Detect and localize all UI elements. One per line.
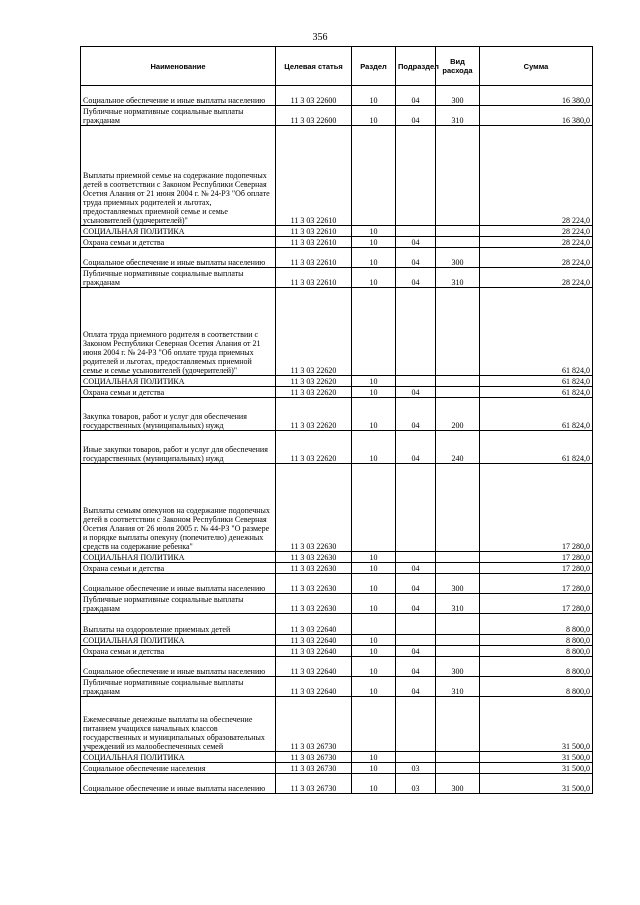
cell-name: СОЦИАЛЬНАЯ ПОЛИТИКА	[81, 376, 276, 387]
table-row	[81, 614, 593, 635]
cell-type	[436, 464, 480, 552]
table-row	[81, 697, 593, 752]
cell-type	[436, 126, 480, 226]
cell-code: 11 3 03 22600	[276, 106, 352, 126]
cell-section: 10	[352, 398, 396, 431]
cell-name: Публичные нормативные социальные выплаты гражданам	[81, 594, 276, 614]
cell-code: 11 3 03 22610	[276, 126, 352, 226]
cell-section	[352, 614, 396, 635]
cell-name: Публичные нормативные социальные выплаты гражданам	[81, 677, 276, 697]
cell-name: Охрана семьи и детства	[81, 237, 276, 248]
cell-sum: 16 380,0	[480, 106, 593, 126]
cell-name: Охрана семьи и детства	[81, 563, 276, 574]
cell-section: 10	[352, 574, 396, 594]
cell-code: 11 3 03 22620	[276, 387, 352, 398]
cell-subsection: 03	[396, 774, 436, 794]
cell-code: 11 3 03 22610	[276, 248, 352, 268]
cell-code: 11 3 03 22630	[276, 594, 352, 614]
cell-sum: 8 800,0	[480, 646, 593, 657]
cell-sum: 8 800,0	[480, 635, 593, 646]
cell-section: 10	[352, 752, 396, 763]
cell-section: 10	[352, 86, 396, 106]
cell-sum: 31 500,0	[480, 763, 593, 774]
col-header-sum: Сумма	[480, 47, 593, 86]
cell-section: 10	[352, 226, 396, 237]
cell-subsection: 04	[396, 431, 436, 464]
cell-section: 10	[352, 635, 396, 646]
col-header-type: Вид расхода	[436, 47, 480, 86]
cell-sum: 28 224,0	[480, 237, 593, 248]
table-row	[81, 677, 593, 697]
cell-section: 10	[352, 387, 396, 398]
cell-sum: 61 824,0	[480, 387, 593, 398]
cell-type	[436, 376, 480, 387]
cell-section: 10	[352, 431, 396, 464]
cell-section	[352, 288, 396, 376]
cell-code: 11 3 03 22620	[276, 431, 352, 464]
table-row	[81, 248, 593, 268]
col-header-section: Раздел	[352, 47, 396, 86]
cell-subsection: 04	[396, 248, 436, 268]
cell-sum: 17 280,0	[480, 574, 593, 594]
cell-name: СОЦИАЛЬНАЯ ПОЛИТИКА	[81, 226, 276, 237]
cell-type: 300	[436, 657, 480, 677]
cell-subsection: 04	[396, 237, 436, 248]
cell-name: Закупка товаров, работ и услуг для обеспечения государственных (муниципальных) нужд	[81, 398, 276, 431]
cell-type	[436, 387, 480, 398]
cell-name: Выплаты приемной семье на содержание подопечных детей в соответствии с Законом Республики Северная Осетия Алания от 21 июня 2004 г. № 24-РЗ "Об оплате труда приемных родителей и льготах, предоставляемых приемной семье и семье усыновителей (удочерителей)"	[81, 126, 276, 226]
cell-section: 10	[352, 248, 396, 268]
table-body	[81, 86, 593, 794]
cell-type: 300	[436, 574, 480, 594]
cell-section	[352, 697, 396, 752]
cell-type	[436, 552, 480, 563]
cell-subsection	[396, 226, 436, 237]
cell-type: 310	[436, 106, 480, 126]
cell-subsection: 04	[396, 86, 436, 106]
cell-name: Охрана семьи и детства	[81, 646, 276, 657]
cell-subsection	[396, 126, 436, 226]
cell-name: Выплаты семьям опекунов на содержание подопечных детей в соответствии с Законом Республики Северная Осетия Алания от 26 июля 2005 г. № 44-РЗ "О размере и порядке выплаты опекуну (попечителю) денежных средств на содержание ребенка"	[81, 464, 276, 552]
cell-type: 310	[436, 677, 480, 697]
cell-code: 11 3 03 26730	[276, 752, 352, 763]
cell-sum: 28 224,0	[480, 248, 593, 268]
cell-section: 10	[352, 774, 396, 794]
cell-code: 11 3 03 22630	[276, 464, 352, 552]
table-row	[81, 288, 593, 376]
cell-sum: 8 800,0	[480, 657, 593, 677]
cell-name: Социальное обеспечение населения	[81, 763, 276, 774]
cell-subsection: 04	[396, 594, 436, 614]
table-row	[81, 268, 593, 288]
cell-section: 10	[352, 563, 396, 574]
table-row	[81, 106, 593, 126]
cell-code: 11 3 03 22640	[276, 677, 352, 697]
cell-type: 300	[436, 248, 480, 268]
cell-sum: 17 280,0	[480, 563, 593, 574]
cell-section: 10	[352, 552, 396, 563]
table-row	[81, 752, 593, 763]
cell-type	[436, 614, 480, 635]
cell-subsection	[396, 635, 436, 646]
cell-name: Ежемесячные денежные выплаты на обеспечение питанием учащихся начальных классов государственных и муниципальных образовательных учреждений из малообеспеченных семей	[81, 697, 276, 752]
table-row	[81, 237, 593, 248]
cell-sum: 17 280,0	[480, 594, 593, 614]
cell-name: Социальное обеспечение и иные выплаты населению	[81, 86, 276, 106]
cell-code: 11 3 03 22610	[276, 226, 352, 237]
cell-type	[436, 646, 480, 657]
cell-type: 200	[436, 398, 480, 431]
cell-name: Социальное обеспечение и иные выплаты населению	[81, 657, 276, 677]
cell-code: 11 3 03 22610	[276, 237, 352, 248]
cell-code: 11 3 03 22630	[276, 563, 352, 574]
cell-subsection: 03	[396, 763, 436, 774]
cell-code: 11 3 03 22640	[276, 646, 352, 657]
table-row	[81, 431, 593, 464]
cell-sum: 17 280,0	[480, 464, 593, 552]
cell-code: 11 3 03 26730	[276, 774, 352, 794]
cell-code: 11 3 03 26730	[276, 697, 352, 752]
cell-type	[436, 752, 480, 763]
cell-name: Оплата труда приемного родителя в соответствии с Законом Республики Северная Осетия Алания от 21 июня 2004 г. № 24-РЗ "Об оплате труда приемных родителей и льготах, предоставляемых приемной семье и семье усыновителей (удочерителей)"	[81, 288, 276, 376]
cell-subsection	[396, 288, 436, 376]
cell-sum: 31 500,0	[480, 752, 593, 763]
cell-name: Выплаты на оздоровление приемных детей	[81, 614, 276, 635]
cell-sum: 61 824,0	[480, 431, 593, 464]
cell-sum: 16 380,0	[480, 86, 593, 106]
cell-name: Публичные нормативные социальные выплаты гражданам	[81, 106, 276, 126]
cell-type	[436, 697, 480, 752]
cell-name: СОЦИАЛЬНАЯ ПОЛИТИКА	[81, 752, 276, 763]
cell-section	[352, 464, 396, 552]
cell-subsection: 04	[396, 646, 436, 657]
cell-code: 11 3 03 22610	[276, 268, 352, 288]
cell-sum: 31 500,0	[480, 774, 593, 794]
cell-subsection: 04	[396, 677, 436, 697]
cell-section: 10	[352, 376, 396, 387]
table-row	[81, 763, 593, 774]
cell-subsection	[396, 752, 436, 763]
cell-code: 11 3 03 22640	[276, 635, 352, 646]
cell-section	[352, 126, 396, 226]
col-header-name: Наименование	[81, 47, 276, 86]
cell-code: 11 3 03 22620	[276, 376, 352, 387]
cell-type	[436, 226, 480, 237]
cell-code: 11 3 03 26730	[276, 763, 352, 774]
cell-sum: 28 224,0	[480, 268, 593, 288]
budget-table	[80, 46, 593, 794]
cell-type	[436, 563, 480, 574]
cell-type: 300	[436, 774, 480, 794]
cell-name: Социальное обеспечение и иные выплаты населению	[81, 248, 276, 268]
cell-code: 11 3 03 22640	[276, 614, 352, 635]
cell-type	[436, 763, 480, 774]
cell-sum: 28 224,0	[480, 126, 593, 226]
table-row	[81, 464, 593, 552]
cell-section: 10	[352, 268, 396, 288]
cell-sum: 61 824,0	[480, 398, 593, 431]
cell-subsection	[396, 697, 436, 752]
cell-code: 11 3 03 22620	[276, 398, 352, 431]
table-row	[81, 226, 593, 237]
table-row	[81, 563, 593, 574]
cell-sum: 61 824,0	[480, 288, 593, 376]
cell-code: 11 3 03 22620	[276, 288, 352, 376]
cell-type	[436, 635, 480, 646]
cell-subsection: 04	[396, 387, 436, 398]
col-header-subsection: Подраздел	[396, 47, 436, 86]
cell-section: 10	[352, 763, 396, 774]
cell-type: 310	[436, 594, 480, 614]
table-row	[81, 774, 593, 794]
cell-name: Иные закупки товаров, работ и услуг для обеспечения государственных (муниципальных) нужд	[81, 431, 276, 464]
cell-type	[436, 288, 480, 376]
table-row	[81, 126, 593, 226]
col-header-code: Целевая статья	[276, 47, 352, 86]
table-row	[81, 594, 593, 614]
table-row	[81, 552, 593, 563]
table-row	[81, 635, 593, 646]
cell-subsection: 04	[396, 574, 436, 594]
cell-sum: 31 500,0	[480, 697, 593, 752]
cell-name: Социальное обеспечение и иные выплаты населению	[81, 774, 276, 794]
cell-name: СОЦИАЛЬНАЯ ПОЛИТИКА	[81, 635, 276, 646]
table-row	[81, 398, 593, 431]
cell-sum: 61 824,0	[480, 376, 593, 387]
table-row	[81, 657, 593, 677]
cell-name: Охрана семьи и детства	[81, 387, 276, 398]
table-row	[81, 86, 593, 106]
cell-sum: 8 800,0	[480, 614, 593, 635]
table-row	[81, 574, 593, 594]
cell-subsection: 04	[396, 398, 436, 431]
page-number: 356	[312, 32, 328, 43]
cell-subsection: 04	[396, 563, 436, 574]
cell-section: 10	[352, 677, 396, 697]
cell-section: 10	[352, 106, 396, 126]
table-row	[81, 376, 593, 387]
cell-subsection: 04	[396, 268, 436, 288]
cell-code: 11 3 03 22630	[276, 552, 352, 563]
cell-type: 240	[436, 431, 480, 464]
cell-name: СОЦИАЛЬНАЯ ПОЛИТИКА	[81, 552, 276, 563]
table-row	[81, 387, 593, 398]
cell-sum: 8 800,0	[480, 677, 593, 697]
cell-type	[436, 237, 480, 248]
cell-subsection	[396, 614, 436, 635]
cell-subsection: 04	[396, 657, 436, 677]
cell-code: 11 3 03 22640	[276, 657, 352, 677]
cell-section: 10	[352, 646, 396, 657]
table-header	[81, 47, 593, 86]
cell-sum: 17 280,0	[480, 552, 593, 563]
cell-name: Социальное обеспечение и иные выплаты населению	[81, 574, 276, 594]
cell-type: 310	[436, 268, 480, 288]
cell-subsection	[396, 376, 436, 387]
cell-subsection	[396, 464, 436, 552]
cell-name: Публичные нормативные социальные выплаты гражданам	[81, 268, 276, 288]
cell-subsection: 04	[396, 106, 436, 126]
cell-code: 11 3 03 22600	[276, 86, 352, 106]
cell-section: 10	[352, 657, 396, 677]
cell-sum: 28 224,0	[480, 226, 593, 237]
cell-section: 10	[352, 594, 396, 614]
cell-subsection	[396, 552, 436, 563]
cell-code: 11 3 03 22630	[276, 574, 352, 594]
cell-type: 300	[436, 86, 480, 106]
cell-section: 10	[352, 237, 396, 248]
table-row	[81, 646, 593, 657]
